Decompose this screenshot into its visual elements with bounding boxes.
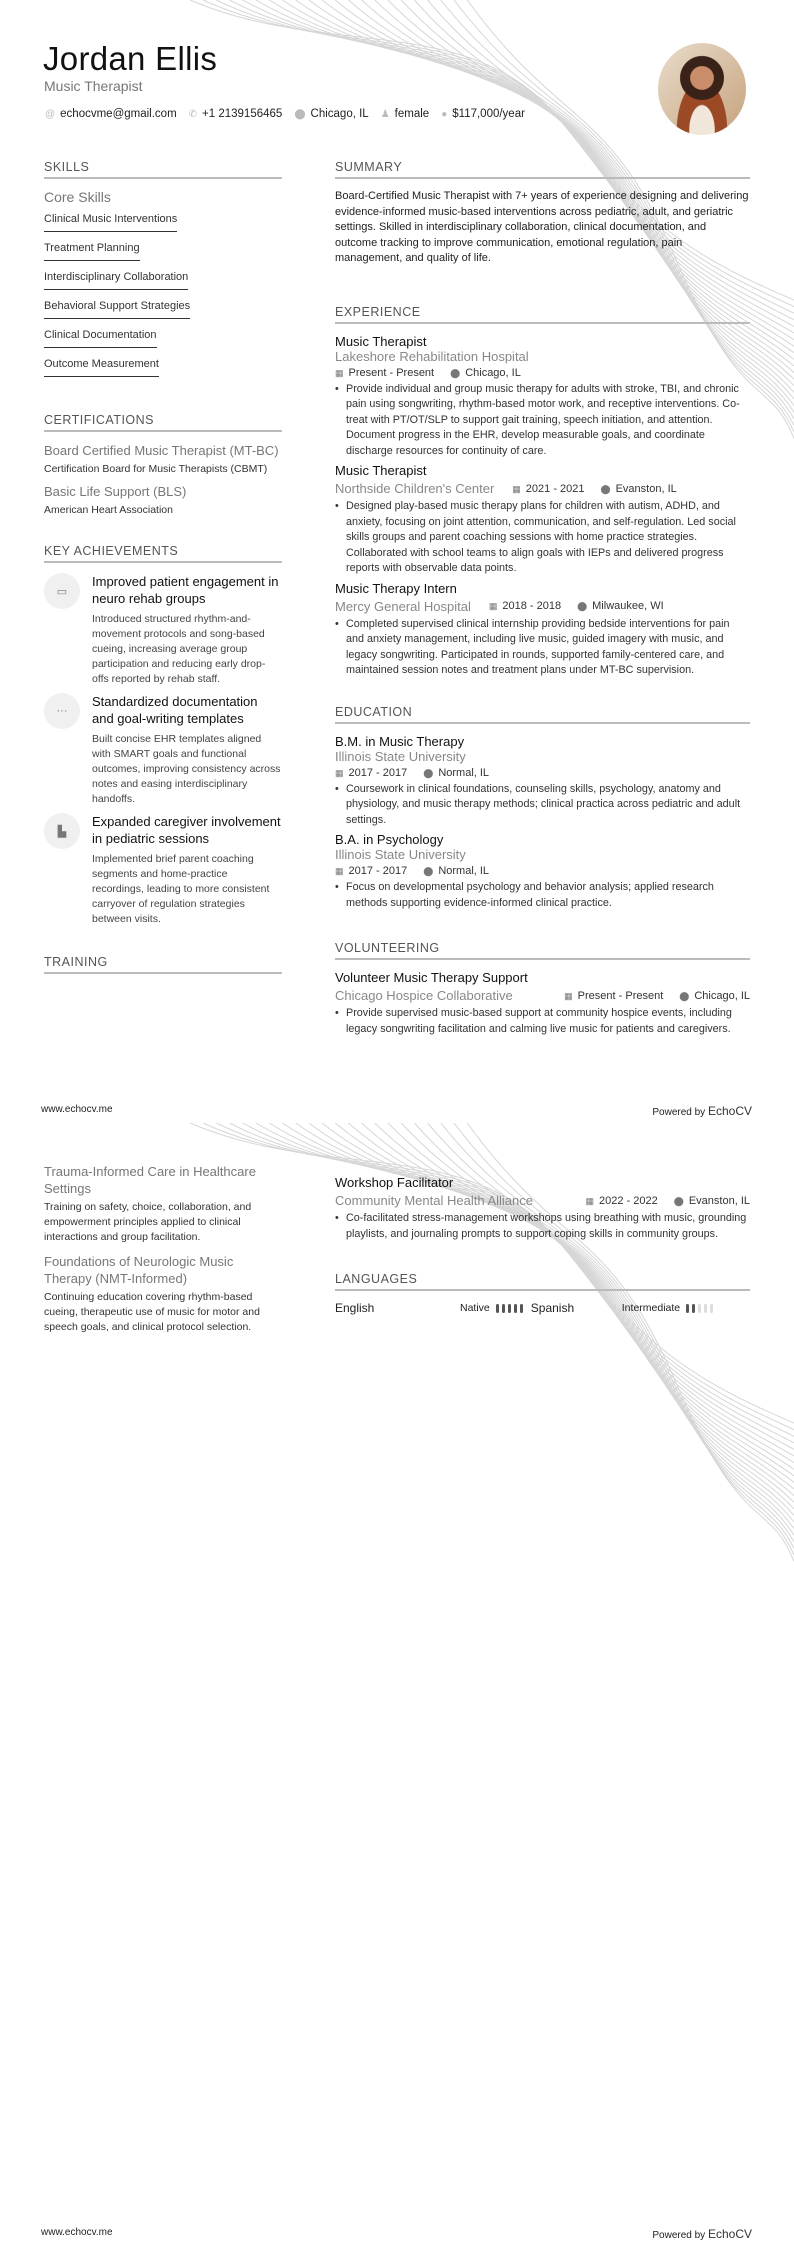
education-heading: EDUCATION xyxy=(335,705,750,724)
entry-title: Music Therapist xyxy=(335,463,427,478)
entry-subheader xyxy=(335,599,750,614)
training-title: Trauma-Informed Care in Healthcare Settings xyxy=(44,1164,256,1196)
contact-email[interactable] xyxy=(45,108,177,120)
entry-bullets xyxy=(335,880,750,911)
date-text: 2021 - 2021 xyxy=(525,482,585,495)
contact-location xyxy=(294,108,368,120)
achievement-body xyxy=(92,693,282,807)
candidate-name: Jordan Ellis xyxy=(43,40,218,77)
achievement-description: Introduced structured rhythm-and-movement protocols and song-based cueing, increasing average group participation and reducing early drop-offs reported by rehab staff. xyxy=(92,613,266,685)
entry-bullets xyxy=(335,782,750,829)
skill-row xyxy=(44,325,282,354)
volunteering-list xyxy=(335,970,750,1037)
date-text: 2017 - 2017 xyxy=(348,766,408,779)
location xyxy=(601,483,677,495)
person-icon: ♟ xyxy=(380,108,390,120)
skill-row xyxy=(44,296,282,325)
meta xyxy=(335,865,489,877)
entry xyxy=(335,463,750,577)
education-list xyxy=(335,734,750,912)
contact-phone[interactable] xyxy=(189,108,283,120)
rating-bar-empty xyxy=(698,1304,701,1313)
location-text: Milwaukee, WI xyxy=(592,600,664,612)
skill-item: Clinical Documentation xyxy=(44,327,157,348)
entry-organization: Northside Children's Center xyxy=(335,481,495,496)
skill-row xyxy=(44,354,282,383)
right-column xyxy=(335,160,750,1041)
entry xyxy=(335,832,750,911)
training-description: Continuing education covering rhythm-based cueing, therapeutic use of music for motor and speech goals, and clinical protocol selection. xyxy=(44,1291,260,1333)
meta xyxy=(512,483,676,495)
certification-issuer: Certification Board for Music Therapists (CBMT) xyxy=(44,463,268,475)
profile-photo xyxy=(658,43,746,135)
certifications-heading: CERTIFICATIONS xyxy=(44,413,282,432)
calendar-icon: ▦ xyxy=(335,866,344,876)
skills-heading: SKILLS xyxy=(44,160,282,179)
achievement-body xyxy=(92,813,282,927)
language-name: Spanish xyxy=(530,1301,575,1315)
date-text: 2018 - 2018 xyxy=(502,600,562,612)
rating-bar-empty xyxy=(710,1304,713,1313)
date-range xyxy=(564,990,663,1002)
date-range xyxy=(512,483,584,495)
entry xyxy=(335,581,750,679)
language-rating-0 xyxy=(496,1304,523,1313)
location-pin-icon: ⬤ xyxy=(423,866,434,876)
footer-site-link[interactable]: www.echocv.me xyxy=(41,2227,113,2238)
location-pin-icon: ⬤ xyxy=(450,367,461,378)
experience-heading: EXPERIENCE xyxy=(335,305,750,324)
brand-name: EchoCV xyxy=(707,2227,752,2241)
certification-title: Board Certified Music Therapist (MT-BC) xyxy=(44,443,279,458)
entry xyxy=(335,970,750,1037)
ellipsis-icon: ··· xyxy=(44,693,80,729)
entry xyxy=(335,734,750,829)
achievement-title: Standardized documentation and goal-writing templates xyxy=(92,694,258,726)
bullet-text: • Co-facilitated stress-management workshops using breathing with music, grounding playlists, and journaling prompts to support coping skills in community groups. xyxy=(335,1211,750,1242)
bullet-text: • Focus on developmental psychology and behavior analysis; applied research methods supporting evidence-informed clinical practice. xyxy=(335,880,750,911)
date-text: Present - Present xyxy=(577,989,664,1002)
location-pin-icon: ⬤ xyxy=(577,601,588,611)
entry-title: Music Therapy Intern xyxy=(335,580,457,596)
location-text: Normal, IL xyxy=(438,865,490,877)
entry-title: Workshop Facilitator xyxy=(335,1175,454,1190)
skill-row xyxy=(44,267,282,296)
meta xyxy=(489,600,664,612)
language-level: Intermediate xyxy=(621,1302,681,1314)
entry-subheader xyxy=(335,988,750,1003)
location-pin-icon: ⬤ xyxy=(673,1195,684,1206)
location xyxy=(450,367,521,379)
footer-powered[interactable] xyxy=(652,1104,752,1118)
skill-item: Treatment Planning xyxy=(44,240,140,261)
date-text: Present - Present xyxy=(348,366,435,379)
powered-by-text: Powered by xyxy=(652,1107,706,1118)
salary-text: $117,000/year xyxy=(452,108,525,120)
salary-icon: ● xyxy=(441,108,448,120)
location-text: Evanston, IL xyxy=(615,482,677,495)
achievement-item xyxy=(44,693,282,807)
footer-powered[interactable] xyxy=(652,2227,752,2241)
meta xyxy=(564,990,750,1002)
training-list xyxy=(44,1163,282,1343)
calendar-icon: ▦ xyxy=(564,990,573,1001)
date-range xyxy=(335,865,407,877)
skills-list xyxy=(44,209,282,383)
skill-row xyxy=(44,238,282,267)
location-pin-icon: ⬤ xyxy=(600,483,611,494)
language-rating-1 xyxy=(686,1304,713,1313)
bullet-text: • Completed supervised clinical internship providing bedside interventions for pain and anxiety management, including live music, guided imagery with music, and legacy songwriting. Participated in rounds, supported family-centered care, and maintained session notes and treatment plans under MT-BC supervision. xyxy=(335,617,750,679)
entry-title: B.M. in Music Therapy xyxy=(335,733,465,749)
location xyxy=(423,865,489,877)
location-pin-icon: ⬤ xyxy=(423,767,434,778)
location-text: Evanston, IL xyxy=(688,1194,750,1207)
date-text: 2017 - 2017 xyxy=(348,865,408,877)
location-text: Chicago, IL xyxy=(694,989,750,1002)
training-description: Training on safety, choice, collaboration, and empowerment principles applied to clinical interactions and group facilitation. xyxy=(44,1201,252,1243)
meta xyxy=(586,1195,750,1207)
achievement-title: Improved patient engagement in neuro rehab groups xyxy=(92,574,279,606)
entry-organization: Community Mental Health Alliance xyxy=(335,1193,533,1208)
entry-bullets xyxy=(335,499,750,577)
date-range xyxy=(335,367,434,379)
entry-meta xyxy=(335,865,750,877)
achievement-description: Built concise EHR templates aligned with SMART goals and functional outcomes, improving consistency across notes and easing interdisciplinary handoffs. xyxy=(92,733,281,805)
rating-bar-filled xyxy=(514,1304,517,1313)
location xyxy=(674,1195,750,1207)
entry-subheader xyxy=(335,481,750,496)
entry-title: Volunteer Music Therapy Support xyxy=(335,970,528,985)
entry-organization: Illinois State University xyxy=(335,748,466,764)
entry-bullets xyxy=(335,382,750,460)
entry-organization: Lakeshore Rehabilitation Hospital xyxy=(335,348,529,364)
powered-by-text: Powered by xyxy=(652,2230,706,2241)
calendar-icon: ▦ xyxy=(512,483,521,494)
rating-bar-filled xyxy=(520,1304,523,1313)
entry xyxy=(335,334,750,460)
document-icon: ▙ xyxy=(44,813,80,849)
entry-organization: Chicago Hospice Collaborative xyxy=(335,988,513,1003)
right-column-continued xyxy=(335,1171,750,1315)
training-heading: TRAINING xyxy=(44,955,282,974)
rating-bar-filled xyxy=(692,1304,695,1313)
entry-bullets xyxy=(335,617,750,679)
bullet-text: • Provide individual and group music therapy for adults with stroke, TBI, and chronic pain using songwriting, rhythm-based motor work, and receptive interventions. Co-treat with PT/OT/SLP to support gait training, speech initiation, and attention. Document progress in the EHR, develop measurable goals, and coordinate discharge resources for continuity of care. xyxy=(335,382,750,460)
bullet-text: • Provide supervised music-based support at community hospice events, including legacy songwriting facilitation and calming live music for patients and caregivers. xyxy=(335,1006,750,1037)
achievement-title: Expanded caregiver involvement in pediatric sessions xyxy=(92,814,281,846)
language-name: English xyxy=(335,1301,375,1315)
date-range xyxy=(586,1195,658,1207)
rating-bar-filled xyxy=(686,1304,689,1313)
date-range xyxy=(335,767,407,779)
candidate-title: Music Therapist xyxy=(44,78,143,94)
entry xyxy=(335,1175,750,1242)
location-pin-icon: ⬤ xyxy=(679,990,690,1001)
entry-title: Music Therapist xyxy=(335,333,427,349)
location xyxy=(679,990,750,1002)
contact-salary xyxy=(441,108,525,120)
certifications-list xyxy=(44,442,282,518)
location xyxy=(423,767,489,779)
experience-list xyxy=(335,334,750,679)
rating-bar-filled xyxy=(508,1304,511,1313)
volunteering-list-continued xyxy=(335,1175,750,1242)
skill-item: Outcome Measurement xyxy=(44,356,159,377)
rating-bar-filled xyxy=(502,1304,505,1313)
rating-bar-empty xyxy=(704,1304,707,1313)
bullet-text: • Coursework in clinical foundations, counseling skills, psychology, anatomy and physiology, and music therapy methods; clinical practica across pediatric and adult settings. xyxy=(335,782,750,829)
achievements-heading: KEY ACHIEVEMENTS xyxy=(44,544,282,563)
entry-organization: Illinois State University xyxy=(335,847,466,862)
summary-heading: SUMMARY xyxy=(335,160,750,179)
achievement-item xyxy=(44,813,282,927)
toggle-icon: ▭ xyxy=(44,573,80,609)
training-title: Foundations of Neurologic Music Therapy (NMT-Informed) xyxy=(44,1254,234,1286)
phone-text: +1 2139156465 xyxy=(202,108,283,120)
languages-list xyxy=(335,1301,750,1315)
entry-meta xyxy=(335,367,750,379)
contact-gender xyxy=(381,108,430,120)
gender-text: female xyxy=(394,108,430,120)
languages-heading: LANGUAGES xyxy=(335,1272,750,1291)
bullet-text: • Designed play-based music therapy plans for children with autism, ADHD, and anxiety, focusing on joint attention, communication, and self-regulation. Led social skills groups and parent coaching sessions with home practice strategies. Collaborated with school teams to align goals with IEPs and delivered progress reports with observable data points. xyxy=(335,499,750,577)
certification-title: Basic Life Support (BLS) xyxy=(44,484,187,499)
skills-group-title: Core Skills xyxy=(44,189,111,205)
location-text: Chicago, IL xyxy=(310,108,369,120)
left-column xyxy=(44,160,282,984)
achievement-body xyxy=(92,573,282,687)
entry-organization: Mercy General Hospital xyxy=(335,598,471,614)
brand-name: EchoCV xyxy=(707,1104,752,1118)
calendar-icon: ▦ xyxy=(335,367,344,378)
language-level: Native xyxy=(460,1302,490,1314)
skill-item: Behavioral Support Strategies xyxy=(44,298,190,319)
meta xyxy=(335,367,521,379)
at-icon: @ xyxy=(45,108,56,120)
meta xyxy=(335,767,489,779)
location-text: Chicago, IL xyxy=(465,366,521,379)
entry-title: B.A. in Psychology xyxy=(335,832,444,847)
phone-icon: ✆ xyxy=(188,108,198,120)
skill-item: Interdisciplinary Collaboration xyxy=(44,269,188,290)
location-icon: ⬤ xyxy=(294,108,306,120)
summary-text: Board-Certified Music Therapist with 7+ years of experience designing and delivering evidence-informed music-based interventions across pediatric, adult, and geriatric settings. Skilled in interdisciplinary collaboration, clinical documentation, and outcome tracking to improve communication, emotional regulation, pain management, and quality of life. xyxy=(335,190,749,264)
date-range xyxy=(489,600,561,612)
achievements-list xyxy=(44,573,282,927)
entry-subheader xyxy=(335,1193,750,1208)
entry-bullets xyxy=(335,1211,750,1242)
calendar-icon: ▦ xyxy=(335,767,344,778)
location-text: Normal, IL xyxy=(438,766,490,779)
location xyxy=(577,600,664,612)
email-text: echocvme@gmail.com xyxy=(60,108,177,120)
entry-bullets xyxy=(335,1006,750,1037)
achievement-item xyxy=(44,573,282,687)
date-text: 2022 - 2022 xyxy=(599,1194,658,1207)
skill-row xyxy=(44,209,282,238)
calendar-icon: ▦ xyxy=(488,601,498,611)
entry-meta xyxy=(335,767,750,779)
rating-bar-filled xyxy=(496,1304,499,1313)
contact-bar xyxy=(45,108,525,120)
calendar-icon: ▦ xyxy=(585,1195,595,1206)
volunteering-heading: VOLUNTEERING xyxy=(335,941,750,960)
achievement-description: Implemented brief parent coaching segments and home-practice recordings, leading to more consistent carryover of regulation strategies between visits. xyxy=(92,853,270,925)
skill-item: Clinical Music Interventions xyxy=(44,211,177,232)
certification-issuer: American Heart Association xyxy=(44,504,173,516)
footer-site-link[interactable]: www.echocv.me xyxy=(41,1104,113,1115)
resume-page-2 xyxy=(0,1123,794,2246)
